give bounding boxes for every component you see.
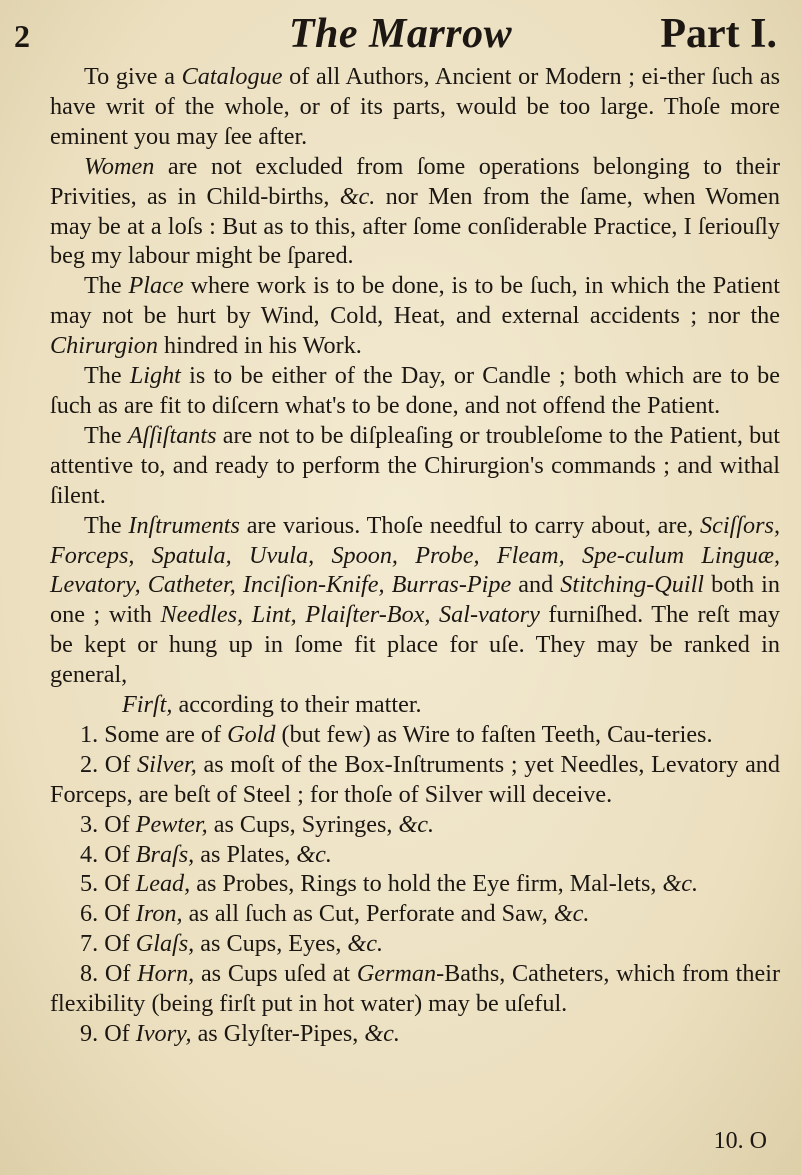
paragraph-women: Women are not excluded from ſome operations belonging to their Privities, as in Child-births, &c. nor Men from the ſame, when Women may be at a loſs : But as to this, after ſome conſiderable Practice, I ſeriouſly beg my labour might be ſpared. — [50, 152, 780, 270]
list-item-ivory: 9. Of Ivory, as Glyſter-Pipes, &c. — [80, 1020, 400, 1047]
paragraph-instruments: The Inſtruments are various. Thoſe needful to carry about, are, Sciſſors, Forceps, Spatula, Uvula, Spoon, Probe, Fleam, Spe-culum Linguæ, Levatory, Catheter, Inciſion-Knife, Burras-Pipe and Stitching-Quill both in one ; with Needles, Lint, Plaiſter-Box, Sal-vatory furniſhed. The reſt may be kept or hung up in ſome fit place for uſe. They may be ranked in general, — [50, 511, 780, 689]
catchword: 10. O — [713, 1128, 767, 1154]
body-text — [50, 62, 780, 1049]
page-number: 2 — [14, 18, 30, 54]
paragraph-catalogue: To give a Catalogue of all Authors, Ancient or Modern ; ei-ther ſuch as have writ of the whole, or of its parts, would be too large. Thoſe more eminent you may ſee after. — [50, 63, 780, 150]
part-label: Part I. — [660, 11, 777, 57]
list-item-silver: 2. Of Silver, as moſt of the Box-Inſtruments ; yet Needles, Levatory and Forceps, are beſt of Steel ; for thoſe of Silver will deceive. — [50, 750, 780, 808]
list-item-glass: 7. Of Glaſs, as Cups, Eyes, &c. — [80, 930, 384, 958]
list-item-horn: 8. Of Horn, as Cups uſed at German-Baths, Catheters, which from their flexibility (being firſt put in hot water) may be uſeful. — [50, 960, 780, 1018]
paragraph-light: The Light is to be either of the Day, or Candle ; both which are to be ſuch as are fit to diſcern what's to be done, and not offend the Patient. — [50, 362, 780, 419]
list-item-iron: 6. Of Iron, as all ſuch as Cut, Perforate and Saw, &c. — [80, 900, 590, 928]
paragraph-assistants: The Aſſiſtants are not to be diſpleaſing or troubleſome to the Patient, but attentive to, and ready to perform the Chirurgion's commands ; and withal ſilent. — [50, 421, 780, 509]
running-title: The Marrow — [288, 11, 513, 57]
list-item-gold: 1. Some are of Gold (but few) as Wire to faſten Teeth, Cau-teries. — [80, 720, 713, 748]
paragraph-first: Firſt, according to their matter. — [122, 691, 422, 719]
paragraph-place: The Place where work is to be done, is to be ſuch, in which the Patient may not be hurt by Wind, Cold, Heat, and external accidents ; nor the Chirurgion hindred in his Work. — [50, 272, 780, 360]
list-item-brass: 4. Of Braſs, as Plates, &c. — [80, 840, 332, 868]
list-item-pewter: 3. Of Pewter, as Cups, Syringes, &c. — [80, 810, 435, 838]
list-item-lead: 5. Of Lead, as Probes, Rings to hold the Eye firm, Mal-lets, &c. — [80, 870, 699, 898]
page-header — [0, 4, 801, 64]
